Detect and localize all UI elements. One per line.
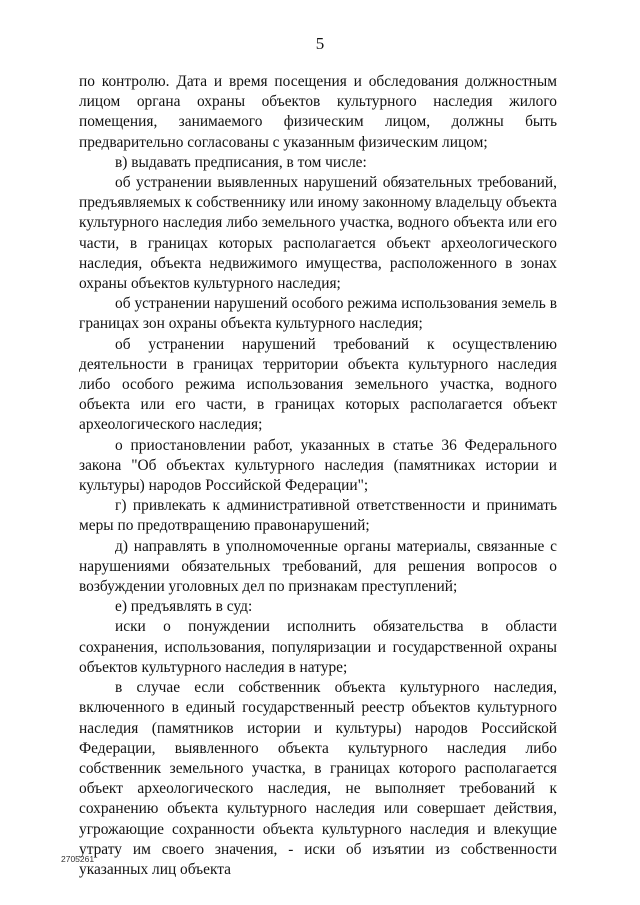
document-code: 2705261 [61,854,95,864]
paragraph-item-g: г) привлекать к административной ответственности и принимать меры по предотвращению правонарушений; [79,497,557,535]
document-body [79,72,557,880]
paragraph-item-e: е) предъявлять в суд: [115,598,253,616]
paragraph-item-d: д) направлять в уполномоченные органы материалы, связанные с нарушениями обязательных требований, для решения вопросов о возбуждении уголовных дел по признакам преступлений; [79,537,557,596]
paragraph-lawsuit-seizure: в случае если собственник объекта культурного наследия, включенного в единый государственный реестр объектов культурного наследия (памятников истории и культуры) народов Российской Федерации, выявленного объекта культурного наследия либо собственник земельного участка, в границах которого располагается объект археологического наследия, не выполняет требований к сохранению объекта культурного наследия или совершает действия, угрожающие сохранности объекта культурного наследия и влекущие утрату им своего значения, - иски об изъятии из собственности указанных лиц объекта [79,679,557,878]
paragraph-continuation: по контролю. Дата и время посещения и обследования должностным лицом органа охраны объектов культурного наследия жилого помещения, занимаемого физическим лицом, должны быть предварительно согласованы с указанным физическим лицом; [79,73,557,151]
paragraph-prescription-violations: об устранении выявленных нарушений обязательных требований, предъявляемых к собственнику или иному законному владельцу объекта культурного наследия либо земельного участка, водного объекта или его части, в границах которых располагается объект археологического наследия, объекта недвижимого имущества, расположенного в зонах охраны объектов культурного наследия; [79,174,557,293]
paragraph-suspension-of-works: о приостановлении работ, указанных в статье 36 Федерального закона "Об объектах культурного наследия (памятниках истории и культуры) народов Российской Федерации"; [79,436,557,495]
page-number: 5 [315,34,325,53]
paragraph-prescription-activity: об устранении нарушений требований к осуществлению деятельности в границах территории объекта культурного наследия либо особого режима использования земельного участка, водного объекта или его части, в границах которых располагается объект археологического наследия; [79,335,557,434]
paragraph-item-v: в) выдавать предписания, в том числе: [115,153,367,171]
paragraph-prescription-land-use: об устранении нарушений особого режима использования земель в границах зон охраны объекта культурного наследия; [79,295,557,333]
paragraph-lawsuit-obligations: иски о понуждении исполнить обязательства в области сохранения, использования, популяризации и государственной охраны объектов культурного наследия в натуре; [79,618,557,676]
